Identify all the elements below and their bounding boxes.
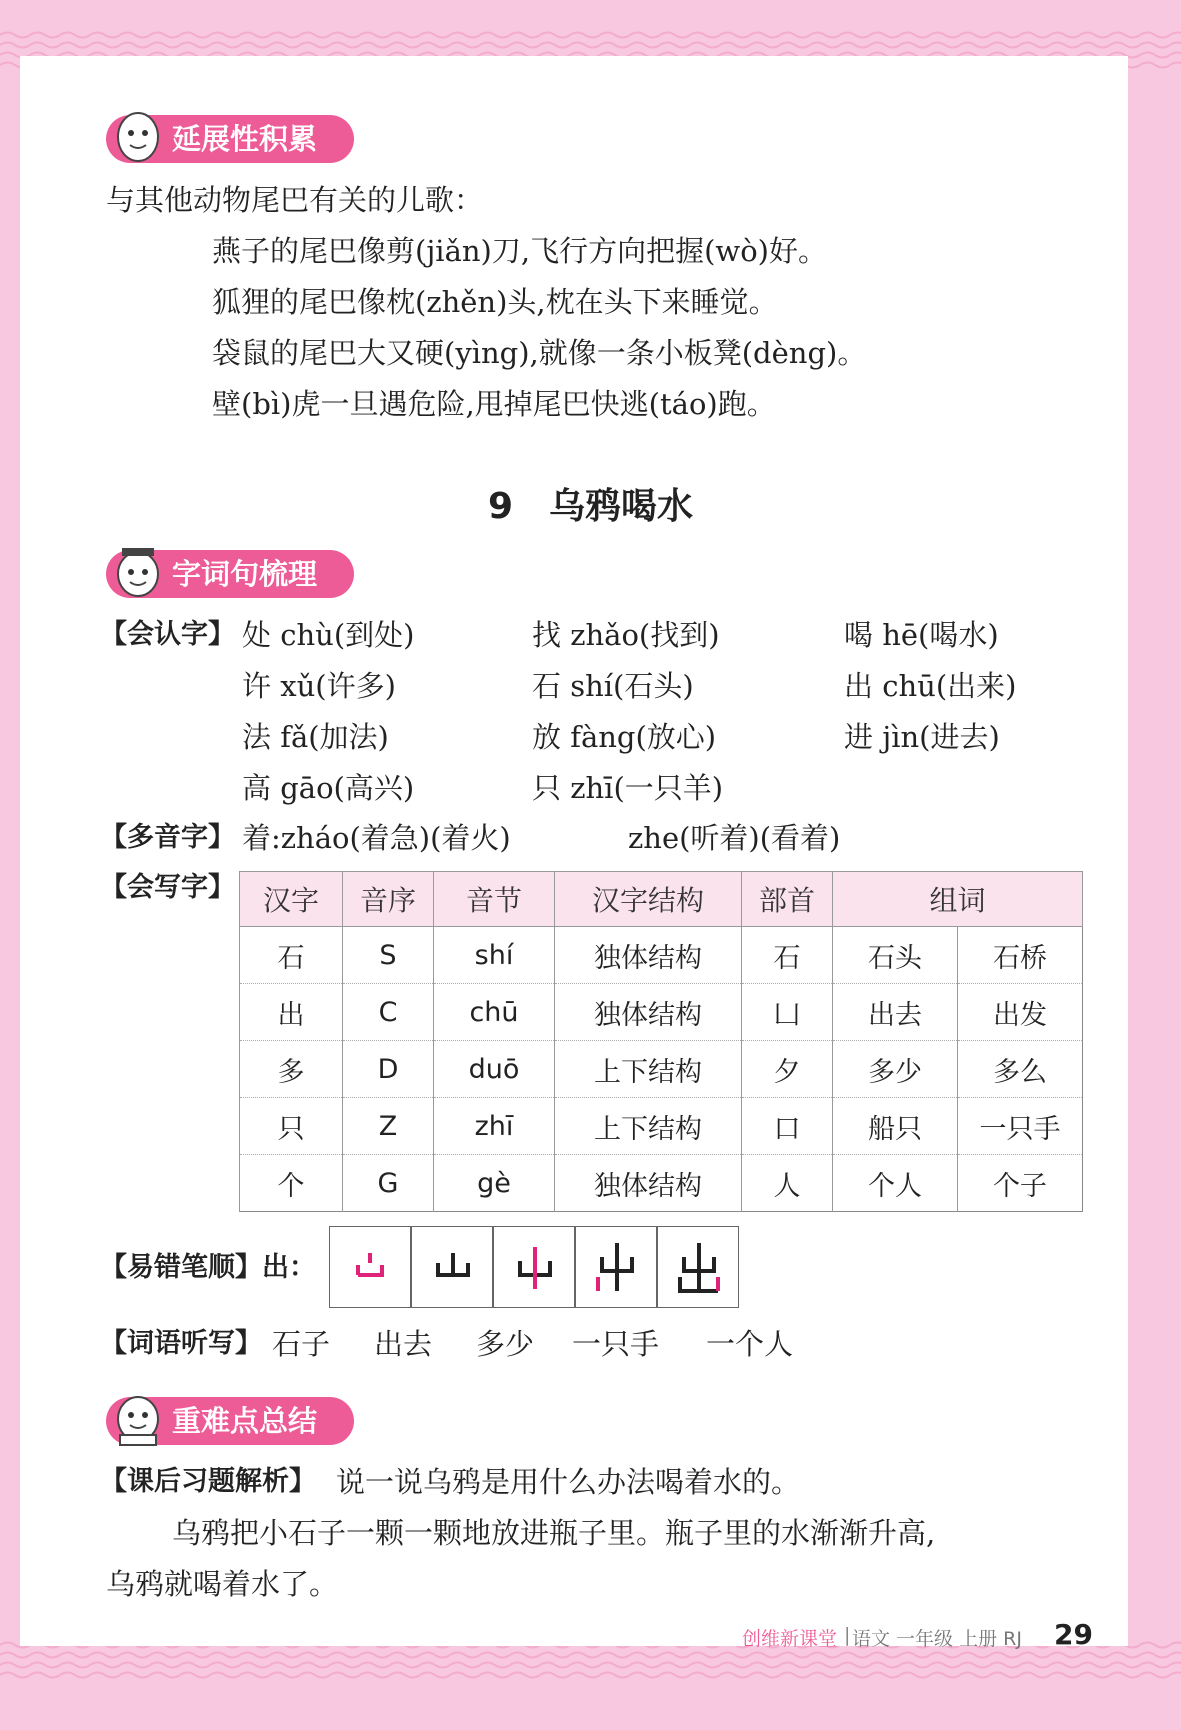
cell: 独体结构 (555, 984, 742, 1041)
col-header: 汉字 (240, 872, 343, 927)
polyphone-zhao: 着:zháo(着急)(着火) (242, 821, 511, 855)
dictation-word: 多少 (476, 1327, 535, 1361)
question-text: 说一说乌鸦是用什么办法喝着水的。 (336, 1465, 801, 1499)
cell: 上下结构 (555, 1041, 742, 1098)
poem-line: 壁(bì)虎一旦遇危险,甩掉尾巴快逃(táo)跑。 (212, 387, 776, 421)
cell: 上下结构 (555, 1098, 742, 1155)
cell: 凵 (742, 984, 833, 1041)
stroke-step-2 (411, 1226, 493, 1308)
cell: 石 (742, 927, 833, 984)
recognize-item: 处 chù(到处) (242, 618, 415, 652)
mascot-icon (112, 544, 164, 602)
recognize-item: 只 zhī(一只羊) (532, 771, 724, 805)
cell: shí (434, 927, 555, 984)
cell: 夕 (742, 1041, 833, 1098)
stroke-order-label: 【易错笔顺】出： (100, 1252, 316, 1283)
cell: 船只 (833, 1098, 958, 1155)
recognize-item: 进 jìn(进去) (844, 720, 1000, 754)
cell: 出去 (833, 984, 958, 1041)
cell: chū (434, 984, 555, 1041)
stroke-step-1 (329, 1226, 411, 1308)
stroke-step-glyph (494, 1227, 576, 1309)
stroke-step-4 (575, 1226, 657, 1308)
footer-divider: | (844, 1624, 851, 1646)
cell: 出发 (958, 984, 1083, 1041)
cell: 石头 (833, 927, 958, 984)
stroke-step-glyph (576, 1227, 658, 1309)
cell: 个子 (958, 1155, 1083, 1212)
cell: S (343, 927, 434, 984)
footer-info: 语文 一年级 上册 RJ (852, 1628, 1022, 1650)
col-header: 音序 (343, 872, 434, 927)
mascot-icon (112, 1391, 164, 1449)
poem-line: 狐狸的尾巴像枕(zhěn)头,枕在头下来睡觉。 (212, 285, 778, 319)
col-header: 汉字结构 (555, 872, 742, 927)
cell: 一只手 (958, 1098, 1083, 1155)
cell: 独体结构 (555, 1155, 742, 1212)
poem-line: 袋鼠的尾巴大又硬(yìng),就像一条小板凳(dèng)。 (212, 336, 867, 370)
cell: 多 (240, 1041, 343, 1098)
recognize-item: 找 zhǎo(找到) (532, 618, 720, 652)
page-number: 29 (1054, 1618, 1093, 1651)
dictation-word: 一个人 (706, 1327, 794, 1361)
stroke-step-5 (657, 1226, 739, 1308)
cell: 独体结构 (555, 927, 742, 984)
polyphone-label: 【多音字】 (100, 822, 235, 853)
table-row (240, 984, 1083, 1041)
cell: D (343, 1041, 434, 1098)
table-row (240, 1155, 1083, 1212)
section-badge-extension (106, 115, 354, 163)
lesson-title: 9 乌鸦喝水 (487, 486, 694, 527)
cell: 只 (240, 1098, 343, 1155)
stroke-step-3 (493, 1226, 575, 1308)
recognize-item: 喝 hē(喝水) (844, 618, 999, 652)
question-label: 【课后习题解析】 (100, 1466, 316, 1497)
recognize-item: 石 shí(石头) (532, 669, 694, 703)
stroke-step-glyph (658, 1227, 740, 1309)
answer-line: 乌鸦就喝着水了。 (106, 1567, 339, 1601)
cell: G (343, 1155, 434, 1212)
table-header-row (240, 872, 1083, 927)
character-table (239, 871, 1083, 1212)
cell: Z (343, 1098, 434, 1155)
col-header: 部首 (742, 872, 833, 927)
recognize-item: 放 fàng(放心) (532, 720, 717, 754)
section-badge-key (106, 1397, 354, 1445)
cell: duō (434, 1041, 555, 1098)
table-row (240, 927, 1083, 984)
recognize-item: 法 fǎ(加法) (242, 720, 389, 754)
write-label: 【会写字】 (100, 872, 235, 903)
section-label: 重难点总结 (172, 1404, 318, 1438)
section-label: 字词句梳理 (172, 557, 318, 591)
dictation-word: 出去 (374, 1327, 433, 1361)
table-row (240, 1041, 1083, 1098)
poem-line: 燕子的尾巴像剪(jiǎn)刀,飞行方向把握(wò)好。 (212, 234, 827, 268)
mascot-icon (112, 109, 164, 167)
recognize-label: 【会认字】 (100, 619, 235, 650)
dictation-word: 一只手 (572, 1327, 660, 1361)
section-badge-sorting (106, 550, 354, 598)
section-label: 延展性积累 (172, 122, 318, 156)
dictation-label: 【词语听写】 (100, 1328, 262, 1359)
cell: 个 (240, 1155, 343, 1212)
stroke-step-glyph (412, 1227, 494, 1309)
cell: C (343, 984, 434, 1041)
cell: 人 (742, 1155, 833, 1212)
cell: 多少 (833, 1041, 958, 1098)
recognize-item: 许 xǔ(许多) (242, 669, 396, 703)
recognize-item: 高 gāo(高兴) (242, 771, 415, 805)
table-row (240, 1098, 1083, 1155)
cell: zhī (434, 1098, 555, 1155)
extension-intro: 与其他动物尾巴有关的儿歌： (106, 183, 484, 217)
cell: 多么 (958, 1041, 1083, 1098)
col-header: 音节 (434, 872, 555, 927)
col-header: 组词 (833, 872, 1083, 927)
recognize-item: 出 chū(出来) (844, 669, 1017, 703)
polyphone-zhe: zhe(听着)(看着) (628, 821, 841, 855)
answer-line: 乌鸦把小石子一颗一颗地放进瓶子里。瓶子里的水渐渐升高, (172, 1516, 936, 1550)
cell: 石桥 (958, 927, 1083, 984)
cell: 口 (742, 1098, 833, 1155)
cell: gè (434, 1155, 555, 1212)
cell: 石 (240, 927, 343, 984)
footer-brand: 创维新课堂 (742, 1628, 838, 1650)
cell: 出 (240, 984, 343, 1041)
dictation-word: 石子 (272, 1327, 331, 1361)
cell: 个人 (833, 1155, 958, 1212)
stroke-step-glyph (330, 1227, 412, 1309)
